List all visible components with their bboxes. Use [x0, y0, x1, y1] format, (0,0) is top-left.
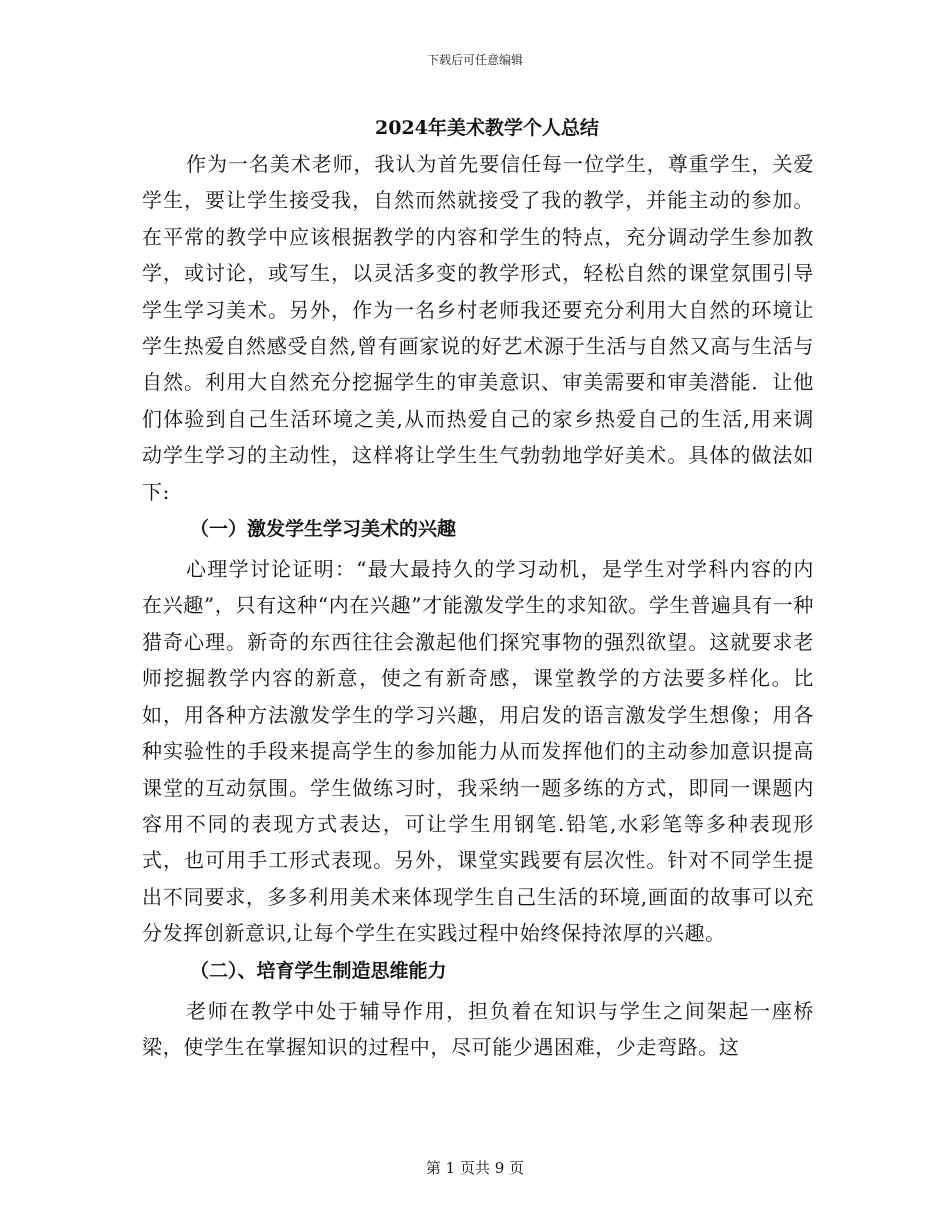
page-number-footer: 第 1 页共 9 页: [425, 1159, 525, 1177]
section-1-paragraph: 心理学讨论证明：“最大最持久的学习动机，是学生对学科内容的内在兴趣”，只有这种“内在兴趣”才能激发学生的求知欲。学生普遍具有一种猎奇心理。新奇的东西往往会激起他们探究事物的强烈欲望。这就要求老师挖掘教学内容的新意，使之有新奇感，课堂教学的方法要多样化。比如，用各种方法激发学生的学习兴趣，用启发的语言激发学生想像；用各种实验性的手段来提高学生的参加能力从而发挥他们的主动参加意识提高课堂的互动氛围。学生做练习时，我采纳一题多练的方式，即同一课题内容用不同的表现方式表达，可让学生用钢笔.铅笔,水彩笔等多种表现形式，也可用手工形式表现。另外，课堂实践要有层次性。针对不同学生提出不同要求，多多利用美术来体现学生自己生活的环境,画面的故事可以充分发挥创新意识,让每个学生在实践过程中始终保持浓厚的兴趣。: [142, 557, 814, 946]
document-title: 2024年美术教学个人总结: [375, 117, 599, 139]
section-heading-2: （二）、培育学生制造思维能力: [190, 959, 447, 982]
section-heading-1: （一）激发学生学习美术的兴趣: [190, 518, 457, 541]
intro-paragraph: 作为一名美术老师，我认为首先要信任每一位学生，尊重学生，关爱学生，要让学生接受我，自然而然就接受了我的教学，并能主动的参加。在平常的教学中应该根据教学的内容和学生的特点，充分调动学生参加教学，或讨论，或写生，以灵活多变的教学形式，轻松自然的课堂氛围引导学生学习美术。另外，作为一名乡村老师我还要充分利用大自然的环境让学生热爱自然感受自然,曾有画家说的好艺术源于生活与自然又高与生活与自然。利用大自然充分挖掘学生的审美意识、审美需要和审美潜能．让他们体验到自己生活环境之美,从而热爱自己的家乡热爱自己的生活,用来调动学生学习的主动性，这样将让学生生气勃勃地学好美术。具体的做法如下:: [142, 152, 814, 504]
section-2-paragraph: 老师在教学中处于辅导作用，担负着在知识与学生之间架起一座桥梁，使学生在掌握知识的过程中，尽可能少遇困难，少走弯路。这: [142, 998, 814, 1059]
page-header-note: 下载后可任意编辑: [426, 53, 523, 67]
document-body: [142, 110, 814, 1065]
